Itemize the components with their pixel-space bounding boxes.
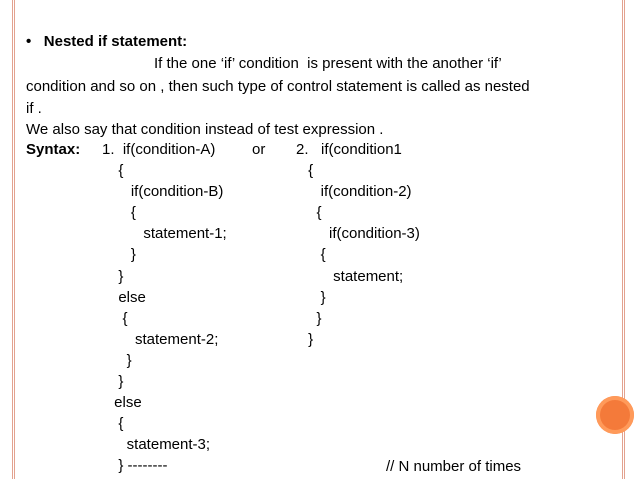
right-code-line: if(condition-2) [304, 183, 412, 201]
syntax-label: Syntax: [26, 141, 81, 158]
left-code-line: } [110, 351, 132, 369]
left-code-line: } [110, 246, 136, 264]
right-code-line: { [304, 162, 314, 179]
heading-line [26, 32, 187, 51]
option-1-label: 1. if(condition-A) [102, 141, 216, 158]
right-code-line: statement; [304, 267, 404, 285]
right-code-line: } [304, 330, 314, 348]
decorative-circle [596, 396, 634, 434]
left-code-line: } -------- [110, 457, 168, 475]
left-border-line [12, 0, 13, 479]
heading: Nested if statement: [43, 33, 188, 50]
left-code-line: { [110, 204, 136, 222]
right-code-line: { [304, 246, 326, 264]
paragraph-line-3: if . [26, 100, 42, 117]
left-code-line: statement-3; [110, 436, 211, 454]
left-code-line: if(condition-B) [110, 183, 224, 201]
left-code-line: { [110, 309, 128, 327]
left-code-line: } [110, 373, 124, 390]
paragraph-line-2: condition and so on , then such type of control statement is called as nested [26, 78, 530, 95]
left-border-line-inner [14, 0, 15, 479]
left-code-line: { [110, 162, 124, 179]
right-code-line: if(condition-3) [304, 225, 420, 243]
comment: // N number of times [386, 458, 522, 475]
paragraph-line-1: If the one ‘if’ condition is present with the another ‘if’ [154, 55, 502, 72]
right-code-line: } [304, 288, 326, 306]
right-code-line: { [304, 204, 322, 222]
right-code-line: } [304, 309, 322, 327]
left-code-line: } [110, 267, 124, 285]
or-label: or [252, 141, 266, 158]
option-2-label: 2. if(condition1 [296, 141, 402, 158]
left-code-line: else [110, 394, 142, 412]
paragraph-line-4: We also say that condition instead of test expression . [26, 121, 384, 138]
left-code-line: else [110, 288, 146, 306]
left-code-line: statement-2; [110, 330, 219, 348]
left-code-line: { [110, 415, 124, 433]
left-code-line: statement-1; [110, 225, 227, 243]
bullet-icon: • [26, 33, 32, 50]
